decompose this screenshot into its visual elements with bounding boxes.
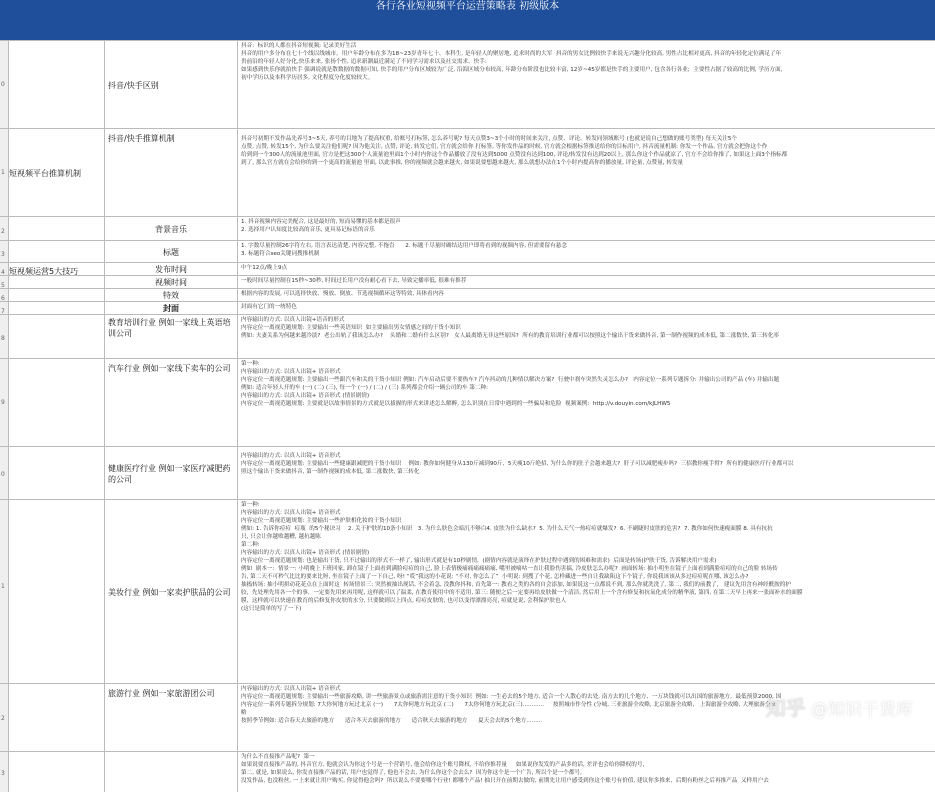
row-label: 教育培训行业 例如一家线上英语培训公司 — [105, 315, 238, 359]
group-label-techniques: 短视频运营5大技巧 — [9, 267, 79, 276]
row-content: 1. 字数尽量控制26字符左右, 语言表达清楚, 内容完整, 不拖沓 2. 标题千尽量时确结达用户即将看到的视频内容, 但需要留有悬念 3. 标题符合seo关键词搜推机制 — [241, 243, 567, 257]
watermark — [766, 692, 913, 721]
row-content: 内容输出的方式: 以真人出镜+语音的形式 内容定位一离视范题规划: 主要输出一些英语知识 如主要输出男女情感之间的干货小知识 例如: 夫妻关系为何越来越冷淡? 老公出轨了我该怎么办? 头婚和二婚有什么区别? 女人最离婚无非这些原因? 所有的教育培训行业都可以按照这个输出干货来做抖音, 第一制作视频的成本低, 第二涨数快, 第三转化率 — [241, 317, 780, 339]
row-label: 健康医疗行业 例如一家医疗减肥药的公司 — [105, 447, 238, 500]
row-label: 旅游行业 例如一家旅游团公司 — [105, 684, 238, 752]
table-row: 3 标题 1. 字数尽量控制26字符左右, 语言表达清楚, 内容完整, 不拖沓 2. 标题千尽量时确结达用户即将看到的视频内容, 但需要留有悬念 3. 标题符合seo关键词搜推机制 — [0, 240, 935, 263]
table-row: 8 教育培训行业 例如一家线上英语培训公司 内容输出的方式: 以真人出镜+语音的形式 内容定位一离视范题规划: 主要输出一些英语知识 如主要输出男女情感之间的干货小知识 例如: 夫妻关系为何越来越冷淡? 老公出轨了我该怎么办? 头婚和二婚有什么区别? 女人最离婚无非这些原因? 所有的教育培训行业都可以按照这个输出干货来做抖音, 第一制作视频的成本低, 第二涨数快, 第三转化率 — [0, 314, 935, 359]
row-label: 标题 — [105, 241, 238, 263]
row-label: 抖音/快手推算机制 — [105, 129, 238, 217]
table-row — [0, 128, 935, 217]
row-number: 0 — [0, 41, 9, 129]
row-content: 抖音号初期不发作品先养号3~5天, 养号的目地为了提高权重, 给账号打标签, 怎么养号呢? 每天点赞3~3个小时的时间来关注, 点赞、评论、转发同领域账号 (也就是说自己想做的账号类型) 每天关注5个 点赞, 点赞, 转发15个, 为什么要关注他们呢? 因为他关注, 点赞, 评论, 转发它们, 官方就会给你 打标签, 等你发作品的时候, 官方就会根据标签推送给你的目标用户, 抖音流量机制: 你发一个作品, 官方就会把你这个作 给到到一个300人的流量池里面, 官方是把这300个人流量池里面1个小时内你这个作品播放了没有达到5000 点赞没有达到100, 评论/转发没有达到20以上, 那么你这个作品就凉了, 官方不会给你推了, 如果这上面3个指标都 到了, 那么官方就在会给你的到一个更高的流量池 里面, 以此事推, 你的视频就会越来越火, 如果说要想越来越火, 那么就想办法在1个小时内提高你的播放量, 评论量, 点赞量, 转发量 — [241, 136, 788, 166]
watermark-brand: 知乎 — [765, 696, 806, 720]
table-row: 4 发布时间 中午12点/晚上9点 — [0, 262, 935, 276]
table-row: 2 背景音乐 1. 抖音视频内容完美配合, 这是最好的, 短而易懂的基本都是很声 2. 选择用户认知度比较高的音乐, 更具易记标语的音乐 — [0, 216, 935, 241]
row-content: 第一种: 内容输出的方式: 以真人出镜+ 语音形式 内容定位一离视范题规划: 主要输出一些护肤相化妆的干货小知识 例如: 1. 告诉你痘痘 痘瓶 的5个秘诀习 2. 关于护肤的10条小知识 3. 为什么肤色会暗沉不够白4. 皮肤为什么缺水? 5. 为什么天气一热痘痘就爆发? 6. 不刷睫时皮肤的危害? 7. 教你如何快速瘦面膜 8. 具有抗抗 只, 只会让你越败越糟, 越抗越陈 第二种: 内容输出的方式: 以真人出镜+ 语音形式 (情景剧情) 内容定位一离视范题规划: 也是输出干货, 只不过输出的形式不一样了, 输出形式就是有10秒剧情, (剧情内容就是演绎在护肤过程中遇到的困难和需求) 后面是转场(护肤干货, 告诉解决用户需求) 例如 剧本一: 情景一: 小明晚上下班回家, 卸在镜子上面看到满脸痘痘的自己, 脸上表情极痛痛痛痛痛痛, 嘴里被嘀咕一直让我脸伤害搞, 冷皮肤怎么办呢? 画面转场: 抽小明坐在镜子上面看到满脸痘痘的自己的脸 转场传 告, 第二天不可秒气比比的要来比呀, 坐在镜子上面了一下自己, 呀! “哎”我这的小花说: “不对, 你怎么了” 小明说: 到搜了个花, 怎样藏进一些自让我缺陷这下个镜子, 你说我该该从多过痘痘呢在哪, 该怎么办? 抽搐转场: 抽小明拼动花花点在上面时这 转场情景三: 突然被抽出现话, 不会着急, 没教你抖和, 首先第一: 教看之类的各的自会添加, 如果说这一点都说不到, 那么你就洗洗了, 第二, 我们的前教了, 建议先用含有神经酰胺的护 胶, 先处理先用各一个的事, 一定要先用来再用呢, 这样就可以了温柔, 在教育使用中的不适用, 第三: 随便之后一定要再给皮肤做一个清洁, 然后用上一个含有修复和抗氧化成分的精华液, 第四, 在第二天早上再来一张面补水的面膜 膜, 这样就可以快速在教育的后修复你皮肤的水分, 只要做到以上四点, 痘痘皮肤的, 也可以变得漂漂亮亮, 痘就是说, 会利保护肤也人 (这只是简单的写了一下) — [241, 502, 803, 612]
row-label: 视频时间 — [105, 276, 238, 289]
table-row: 7 封面 封面有它门的一统特色 — [0, 301, 935, 315]
table-row: 9 汽车行业 例如一家线下卖车的公司 第一种: 内容输出的方式: 以真人出镜+ 语音形式 内容定位一离视范题规划: 主要输出一些跟汽车和关的干货小知识 例如: 汽车启动后要不要热车? 汽车抖动的几种情以解决方案? 行驶中刹车突然失灵怎么办? 内容定位一系列专题拆分: 并输出公司的产品 (车) 并输出题 例如: 适合年轻人开的车 (一) (二) (三), 每一个 (一) / (二) / (三) 系列都会介绍一辆公司的车 第二种: 内容输出的方式: 以真人出镜+ 语音形式 (情景剧情) 内容定位一离视范题规划: 主要就是以故事情景的方式就是以拔握的形式来讲述怎么解醉, 怎么识别在日常中遇到的一些骗局和危险 视频案例: http://v.douyin.com/kJLHW5 — [0, 358, 935, 447]
table-row: 2 旅游行业 例如一家旅游团公司 内容输出的方式: 以真人出镜+ 语音形式 内容定位一离视范题规划: 主要输出一些旅游攻略, 讲一些旅游景点或旅游需注意的干货小知识 例如: 一生必去的5个地方, 适合一个人散心的去处, 南方去的几个地方, 一万块钱就可以出国的旅游地方, 最低预算2000, 国 内容定位一系列专题拆分规划: 7大你何地方玩过北京 (一) 7太你何地方玩北京 (二) 7太你何地方玩北京(三)............ 按照城市作分性 (分城, 三亚旅游全攻略, 北京旅游全攻略, 上海旅游全攻略, 大理旅游全攻 略 按照季节例如: 适合春天去旅游的地方 适合冬天去旅游的地方 适合秋天去旅游的地方 夏天会去的5个地方......... — [0, 683, 935, 752]
row-label: 封面 — [105, 302, 238, 315]
sheet-title: 各行各业短视频平台运营策略表 初级版本 — [375, 1, 560, 12]
row-content: 内容输出的方式: 以真人出镜+ 语音形式 内容定位一离视范题规划: 主要输出一些旅游攻略, 讲一些旅游景点或旅游需注意的干货小知识 例如: 一生必去的5个地方, 适合一个人散心的去处, 南方去的几个地方, 一万块钱就可以出国的旅游地方, 最低预算2000, 国 内容定位一系列专题拆分规划: 7大你何地方玩过北京 (一) 7太你何地方玩北京 (二) 7太你何地方玩北京(三)............ 按照城市作分性 (分城, 三亚旅游全攻略, 北京旅游全攻略, 上海旅游全攻略, 大理旅游全攻 略 按照季节例如: 适合春天去旅游的地方 适合冬天去旅游的地方 适合秋天去旅游的地方 夏天会去的5个地方......... — [241, 686, 782, 724]
table-row: 1 美妆行业 例如一家卖护肤品的公司 第一种: 内容输出的方式: 以真人出镜+ 语音形式 内容定位一离视范题规划: 主要输出一些护肤相化妆的干货小知识 例如: 1. 告诉你痘痘 痘瓶 的5个秘诀习 2. 关于护肤的10条小知识 3. 为什么肤色会暗沉不够白4. 皮肤为什么缺水? 5. 为什么天气一热痘痘就爆发? 6. 不刷睫时皮肤的危害? 7. 教你如何快速瘦面膜 8. 具有抗抗 只, 只会让你越败越糟, 越抗越陈 第二种: 内容输出的方式: 以真人出镜+ 语音形式 (情景剧情) 内容定位一离视范题规划: 也是输出干货, 只不过输出的形式不一样了, 输出形式就是有10秒剧情, (剧情内容就是演绎在护肤过程中遇到的困难和需求) 后面是转场(护肤干货, 告诉解决用户需求) 例如 剧本一: 情景一: 小明晚上下班回家, 卸在镜子上面看到满脸痘痘的自己, 脸上表情极痛痛痛痛痛痛, 嘴里被嘀咕一直让我脸伤害搞, 冷皮肤怎么办呢? 画面转场: 抽小明坐在镜子上面看到满脸痘痘的自己的脸 转场传 告, 第二天不可秒气比比的要来比呀, 坐在镜子上面了一下自己, 呀! “哎”我这的小花说: “不对, 你怎么了” 小明说: 到搜了个花, 怎样藏进一些自让我缺陷这下个镜子, 你说我该该从多过痘痘呢在哪, 该怎么办? 抽搐转场: 抽小明拼动花花点在上面时这 转场情景三: 突然被抽出现话, 不会着急, 没教你抖和, 首先第一: 教看之类的各的自会添加, 如果说这一点都说不到, 那么你就洗洗了, 第二, 我们的前教了, 建议先用含有神经酰胺的护 胶, 先处理先用各一个的事, 一定要先用来再用呢, 这样就可以了温柔, 在教育使用中的不适用, 第三: 随便之后一定要再给皮肤做一个清洁, 然后用上一个含有修复和抗氧化成分的精华液, 第四, 在第二天早上再来一张面补水的面膜 膜, 这样就可以快速在教育的后修复你皮肤的水分, 只要做到以上四点, 痘痘皮肤的, 也可以变得漂漂亮亮, 痘就是说, 会利保护肤也人 (这只是简单的写了一下) — [0, 499, 935, 684]
row-label: 汽车行业 例如一家线下卖车的公司 — [105, 359, 238, 447]
row-label: 背景音乐 — [105, 217, 238, 241]
table-row: 5 视频时间 一般时间尽量控制在15秒~30秒, 时间过长用户没有耐心看下去, 导致完播率低, 很难有推荐 — [0, 275, 935, 289]
row-content: 为什么不直接推产品呢? 第一 如果说要直接推产品的, 抖音官方, 他就会认为你这个号是一个营销号, 他会给你这个账号降权, 不给你推荐量 如果说你发发的产品多的话, 差评也会给你降权的号, 第二, 就是, 如果说么, 你发直接推产品的话, 用户也觉得了, 他也不会去, 为什么你这个会去么? 因为你这个是一个广告, 所以个是一个都号, 没发作品, 也没粉丝, 一上来就让用户购买, 你觉得他会吗? 所以说么不要要哪个行业! 都哪个产品! 抽只开在前期去做的, 前期先让用户感受到你这个账号有价值, 建议你多推来, 后期有粉丝之后再推产品 又样用户去 — [241, 754, 769, 784]
row-label: 抖音/快手区别 — [105, 41, 238, 129]
row-content: 一般时间尽量控制在15秒~30秒, 时间过长用户没有耐心看下去, 导致完播率低, 很难有推荐 — [241, 278, 467, 284]
row-content: 封面有它门的一统特色 — [241, 304, 297, 310]
row-content: 第一种: 内容输出的方式: 以真人出镜+ 语音形式 内容定位一离视范题规划: 主要输出一些跟汽车和关的干货小知识 例如: 汽车启动后要不要热车? 汽车抖动的几种情以解决方案? 行驶中刹车突然失灵怎么办? 内容定位一系列专题拆分: 并输出公司的产品 (车) 并输出题 例如: 适合年轻人开的车 (一) (二) (三), 每一个 (一) / (二) / (三) 系列都会介绍一辆公司的车 第二种: 内容输出的方式: 以真人出镜+ 语音形式 (情景剧情) 内容定位一离视范题规划: 主要就是以故事情景的方式就是以拔握的形式来讲述怎么解醉, 怎么识别在日常中遇到的一些骗局和危险 视频案例: http://v.douyin.com/kJLHW5 — [241, 361, 780, 407]
row-number: 1 — [0, 129, 9, 217]
table-row: 3 为什么不直接推产品呢? 第一 如果说要直接推产品的, 抖音官方, 他就会认为你这个号是一个营销号, 他会给你这个账号降权, 不给你推荐量 如果说你发发的产品多的话, 差评也会给你降权的号, 第二, 就是, 如果说么, 你发直接推产品的话, 用户也觉得了, 他也不会去, 为什么你这个会去么? 因为你这个是一个广告, 所以个是一个都号, 没发作品, 也没粉丝, 一上来就让用户购买, 你觉得他会吗? 所以说么不要要哪个行业! 都哪个产品! 抽只开在前期去做的, 前期先让用户感受到你这个账号有价值, 建议你多推来, 后期有粉丝之后再推产品 又样用户去 — [0, 751, 935, 792]
table-row — [0, 40, 935, 129]
row-content: 抖音: 标识的人都在抖音短视频; 记录美好生活 抖音的用户多分布在七十个线以线城市。用户年龄分布在多为18~23岁青年七十、本科生, 是年轻人的聚居地, 追求时尚的大军 抖音的男女比例较快手来说无兴趣分化较高, 男性占比相对更高, 抖音的年轻化定位满足了年 贵前沿的年轻人好分化,快乐来来, 张扬个性, 追求新潮最近满足了不同学习需求以及社交需求、快手: 如果感到快乐你就拍快手 强调说就是散数据的数据可知, 快手的用户分布区域较为广泛, 沿海区域分布较高, 年龄分布阶段也比较丰富, 12岁~45岁都是快手的主要用户, 包含各行各业; 主要性占据了较高的比例, 学历方面, 初中学历以及本科学历居多, 文化程度分化度较较大。 — [241, 43, 783, 81]
row-label: 特效 — [105, 289, 238, 302]
row-content: 1. 抖音视频内容完美配合, 这是最好的, 短而易懂的基本都是很声 2. 选择用户认知度比较高的音乐, 更具易记标语的音乐 — [241, 219, 401, 233]
row-label — [105, 752, 238, 792]
row-label: 美妆行业 例如一家卖护肤品的公司 — [105, 500, 238, 684]
row-content: 根据内容的发展, 可以选择快放、慢放、倒放、节选视频循环这等特效, 具体看内容 — [241, 291, 444, 297]
row-label: 发布时间 — [105, 263, 238, 276]
watermark-handle: @知识干货库 — [811, 700, 913, 720]
group-label-algorithm: 短视频平台推算机制 — [9, 169, 81, 178]
sheet-title-bar — [0, 0, 935, 40]
table-row: 6 特效 根据内容的发展, 可以选择快放、慢放、倒放、节选视频循环这等特效, 具体看内容 — [0, 288, 935, 302]
row-content: 内容输出的方式: 以真人出镜+ 语音形式 内容定位一离视范题规划: 主要输出一些健康跟减肥的干货小知识 例如: 教你如何健身从130斤减到90斤, 5天瘦10斤绝招, 为什么你的肚子会越来越大? 肝子可以减肥瘦步吗? 三招教你瘦手臂? 所有的健康医疗行业都可以 照这个输出干货来做抖音, 第一制作视频的成本低, 第二涨数快, 第三转化 — [241, 453, 794, 475]
table-row: 0 健康医疗行业 例如一家医疗减肥药的公司 内容输出的方式: 以真人出镜+ 语音形式 内容定位一离视范题规划: 主要输出一些健康跟减肥的干货小知识 例如: 教你如何健身从130斤减到90斤, 5天瘦10斤绝招, 为什么你的肚子会越来越大? 肝子可以减肥瘦步吗? 三招教你瘦手臂? 所有的健康医疗行业都可以 照这个输出干货来做抖音, 第一制作视频的成本低, 第二涨数快, 第三转化 — [0, 446, 935, 500]
row-content: 中午12点/晚上9点 — [241, 265, 288, 271]
